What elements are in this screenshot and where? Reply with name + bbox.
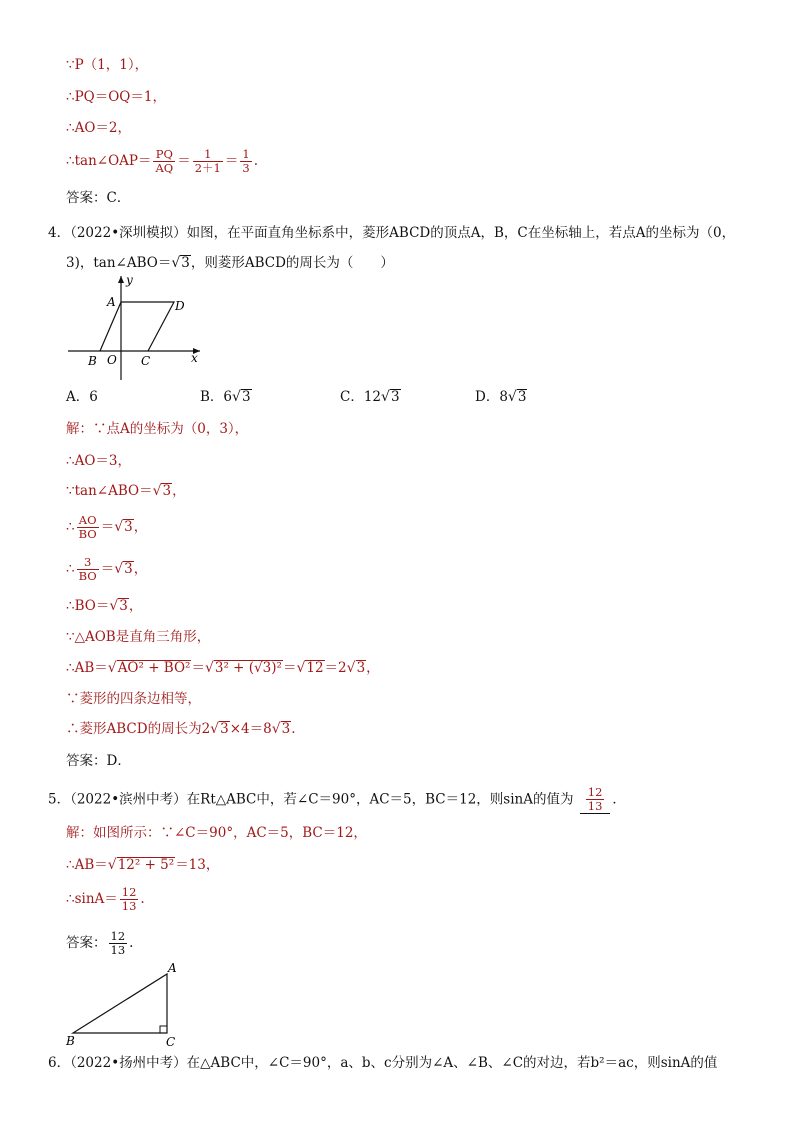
q4-sol-line2: ∴AO＝3，	[66, 453, 131, 469]
triangle-abc	[73, 974, 167, 1033]
q6-stem: 6．（2022•扬州中考）在△ABC中，∠C＝90°，a、b、c分别为∠A、∠B、∠C的对边，若b²＝ac，则sinA的值	[48, 1055, 718, 1071]
sol3-tan-label: ∴tan∠OAP＝	[66, 153, 152, 169]
right-angle-mark	[160, 1026, 167, 1033]
q5-stem: 5．（2022•滨州中考）在Rt△ABC中，若∠C＝90°，AC＝5，BC＝12，则sinA的值为 $\frac{12}{13}$ ．	[48, 785, 626, 813]
q5-sol-line3: ∴sinA＝ $\frac{12}{13}$ .	[66, 885, 145, 913]
sol3-line2: ∴PQ＝OQ＝1，	[66, 89, 166, 105]
label-c: C	[141, 354, 151, 368]
label-b: B	[88, 354, 97, 368]
q4-stem-line1: 4．（2022•深圳模拟）如图，在平面直角坐标系中，菱形ABCD的顶点A，B，C在坐标轴上，若点A的坐标为（0，	[48, 225, 736, 241]
label-c: C	[166, 1035, 176, 1049]
fraction-pq-aq: $\frac{PQ}{AQ}$	[155, 147, 174, 175]
q4-sol-line7: ∵△AOB是直角三角形，	[66, 629, 211, 645]
q4-sol-line1: 解：∵点A的坐标为（0，3），	[66, 421, 249, 437]
y-axis-arrow	[118, 276, 124, 283]
label-y: y	[126, 273, 133, 287]
label-a: A	[168, 961, 177, 975]
q4-stem-line2: 3)，tan∠ABO＝√3，则菱形ABCD的周长为（ ）	[66, 255, 394, 271]
q4-sol-line9: ∵菱形的四条边相等，	[66, 691, 201, 707]
label-x: x	[191, 351, 198, 365]
q4-sol-line4: ∴ $\frac{AO}{BO}$ ＝√3，	[66, 513, 148, 541]
label-b: B	[66, 1034, 75, 1048]
sol3-answer: 答案：C．	[66, 190, 131, 206]
q4-sol-line6: ∴BO＝√3，	[66, 598, 143, 614]
label-a: A	[107, 295, 116, 309]
sol3-line3: ∴AO＝2，	[66, 120, 131, 136]
rhombus-figure	[60, 272, 210, 384]
q4-option-d[interactable]: D．8√3	[475, 389, 527, 405]
right-triangle-figure	[60, 958, 190, 1050]
q4-sol-line10: ∴菱形ABCD的周长为2√3×4＝8√3.	[66, 721, 296, 737]
label-d: D	[175, 299, 185, 313]
q4-option-b[interactable]: B．6√3	[200, 389, 251, 405]
label-o: O	[107, 353, 117, 367]
fraction-1-3: $\frac{1}{3}$	[242, 147, 250, 175]
q4-sol-line3: ∵tan∠ABO＝√3，	[66, 483, 186, 499]
q4-sol-line5: ∴ $\frac{3}{BO}$ ＝√3，	[66, 555, 148, 583]
sol3-line4: ∴tan∠OAP＝ $\frac{PQ}{AQ}$ ＝ $\frac{1}{2+1}$ ＝ $\frac{1}{3}$ .	[66, 147, 258, 175]
q4-sol-line8: ∴AB＝√AO² + BO²＝√3² + (√3)²＝√12＝2√3，	[66, 660, 380, 676]
q5-sol-line2: ∴AB＝√12² + 5²＝13，	[66, 857, 220, 873]
fraction-1-2plus1: $\frac{1}{2+1}$	[194, 147, 221, 175]
q4-option-c[interactable]: C．12√3	[340, 389, 400, 405]
q4-answer: 答案：D．	[66, 753, 131, 769]
rhombus-abcd	[100, 302, 174, 351]
q4-option-a[interactable]: A．6	[66, 389, 98, 405]
q5-sol-line1: 解：如图所示：∵∠C＝90°，AC＝5，BC＝12，	[66, 825, 367, 841]
q5-answer: 答案： $\frac{12}{13}$ .	[66, 929, 134, 957]
sol3-line1: ∵P（1，1），	[66, 57, 149, 73]
q5-answer-fraction: $\frac{12}{13}$	[580, 786, 611, 814]
